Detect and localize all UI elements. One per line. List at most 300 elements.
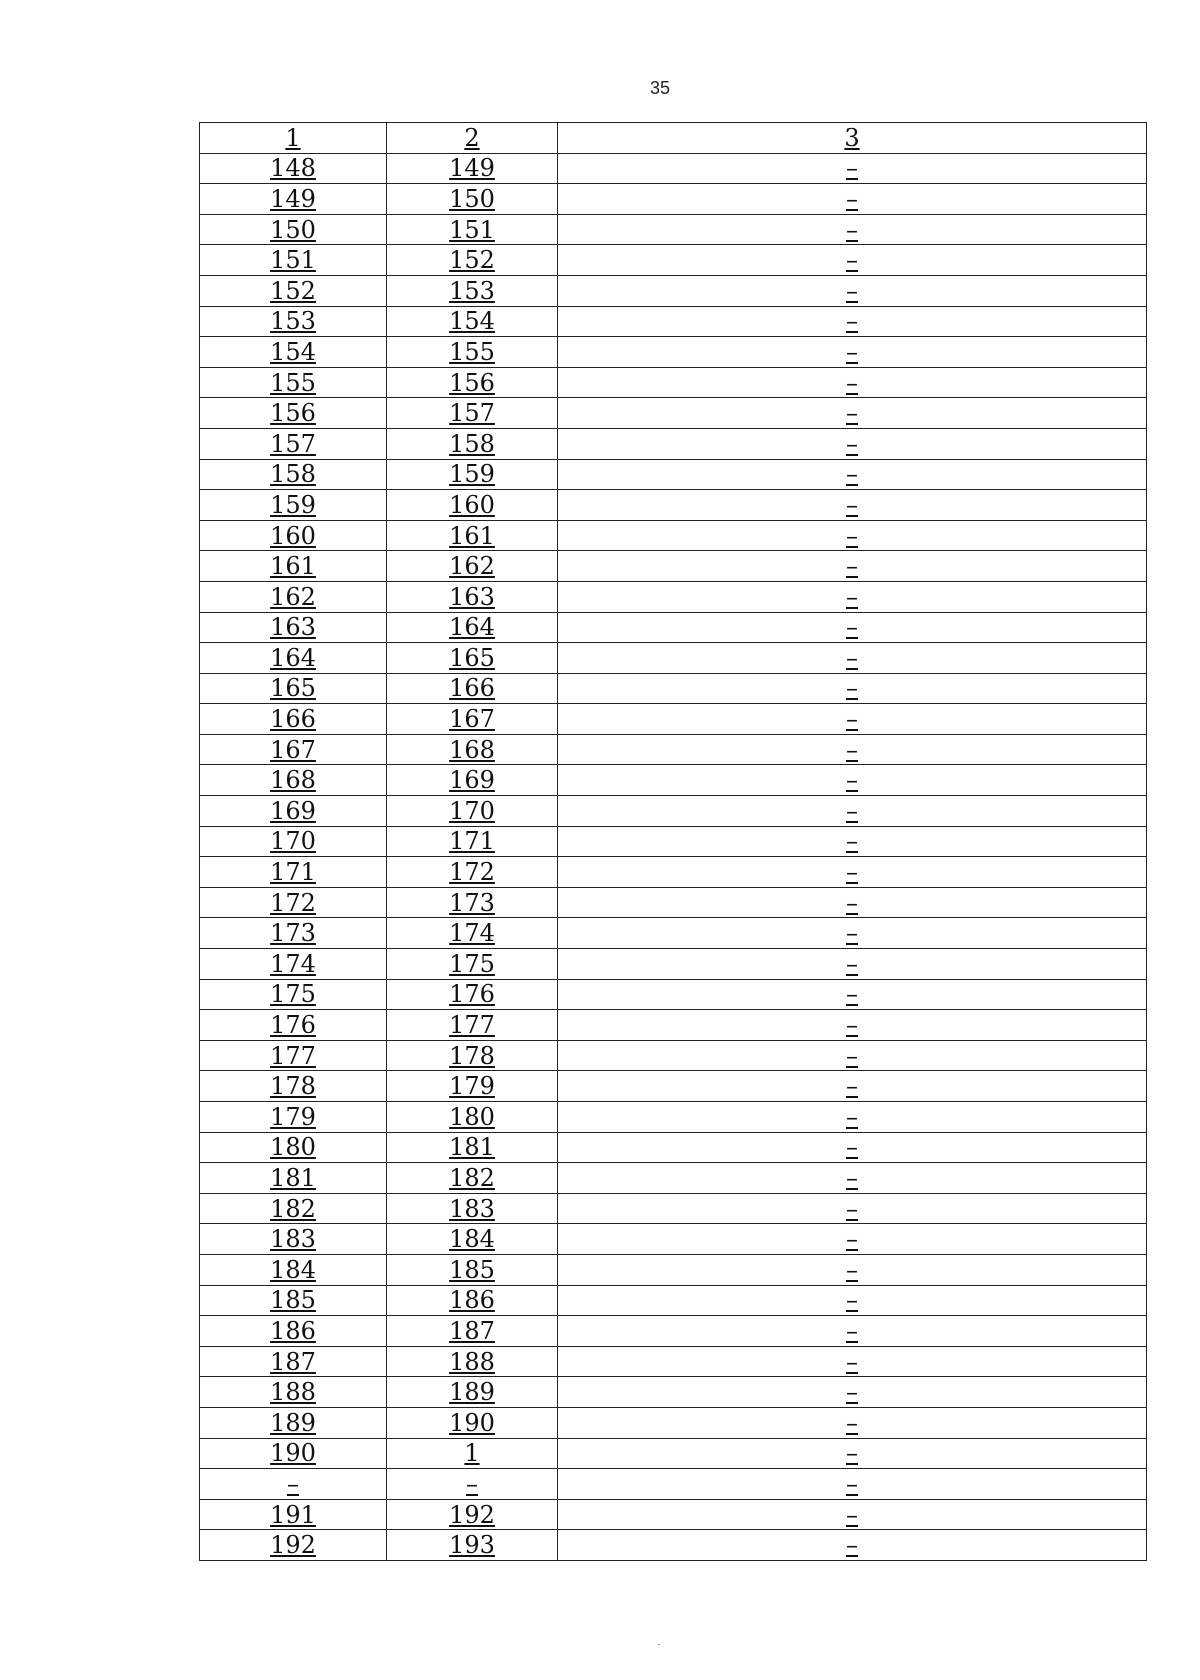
- cell-text: 170: [270, 827, 316, 856]
- cell-text: –: [846, 460, 858, 489]
- table-row: [200, 490, 1147, 521]
- cell-text: 172: [449, 858, 495, 887]
- cell-text: –: [846, 674, 858, 703]
- cell-text: 161: [270, 552, 316, 581]
- table-cell-col-1: [200, 1163, 387, 1194]
- cell-text: 153: [270, 307, 316, 336]
- table-body: [200, 123, 1147, 1561]
- table-cell-col-2: [387, 1346, 558, 1377]
- cell-text: 149: [270, 184, 316, 213]
- table-cell-col-1: [200, 1071, 387, 1102]
- table-row: [200, 1254, 1147, 1285]
- cell-text: 150: [449, 184, 495, 213]
- table-cell-col-3: [558, 673, 1147, 704]
- cell-text: 185: [449, 1255, 495, 1284]
- cell-text: 168: [270, 766, 316, 795]
- table-cell-col-3: [558, 1285, 1147, 1316]
- cell-text: 177: [270, 1041, 316, 1070]
- cell-text: 186: [449, 1286, 495, 1315]
- table-cell-col-2: [387, 184, 558, 215]
- cell-text: –: [846, 429, 858, 458]
- table-cell-col-1: [200, 551, 387, 582]
- table-cell-col-1: [200, 428, 387, 459]
- cell-text: 181: [449, 1133, 495, 1162]
- cell-text: –: [846, 246, 858, 275]
- table-cell-col-2: [387, 1530, 558, 1561]
- table-cell-col-3: [558, 1071, 1147, 1102]
- table-cell-col-2: [387, 214, 558, 245]
- table-cell-col-1: [200, 1499, 387, 1530]
- cell-text: 157: [449, 399, 495, 428]
- cell-text: –: [846, 399, 858, 428]
- table-row: [200, 1010, 1147, 1041]
- table-cell-col-1: [200, 704, 387, 735]
- table-cell-col-2: [387, 1071, 558, 1102]
- table-cell-col-3: [558, 949, 1147, 980]
- table-cell-col-2: [387, 704, 558, 735]
- table-cell-col-1: [200, 979, 387, 1010]
- table-cell-col-2: [387, 1469, 558, 1500]
- cell-text: 188: [270, 1378, 316, 1407]
- cell-text: 179: [270, 1102, 316, 1131]
- cell-text: 164: [449, 613, 495, 642]
- cell-text: 167: [449, 705, 495, 734]
- table-cell-col-1: [200, 887, 387, 918]
- cell-text: –: [846, 1133, 858, 1162]
- table-cell-col-2: [387, 459, 558, 490]
- table-cell-col-1: [200, 459, 387, 490]
- table-row: [200, 826, 1147, 857]
- table-cell-col-2: [387, 1377, 558, 1408]
- table-cell-col-2: [387, 1254, 558, 1285]
- cell-text: 156: [270, 399, 316, 428]
- cell-text: 158: [270, 460, 316, 489]
- table-row: [200, 1163, 1147, 1194]
- table-cell-col-2: [387, 581, 558, 612]
- cell-text: 189: [270, 1408, 316, 1437]
- table-cell-col-1: [200, 1316, 387, 1347]
- table-cell-col-1: [200, 643, 387, 674]
- table-row: [200, 612, 1147, 643]
- cell-text: –: [846, 582, 858, 611]
- table-cell-col-1: [200, 1010, 387, 1041]
- table-row: [200, 551, 1147, 582]
- cell-text: –: [846, 521, 858, 550]
- table-cell-col-3: [558, 245, 1147, 276]
- table-row: [200, 765, 1147, 796]
- table-cell-col-3: [558, 796, 1147, 827]
- header-cell-1: 1: [200, 123, 387, 154]
- cell-text: –: [846, 613, 858, 642]
- table-row: [200, 398, 1147, 429]
- table-row: [200, 214, 1147, 245]
- cell-text: –: [846, 1439, 858, 1468]
- table-cell-col-3: [558, 1132, 1147, 1163]
- table-cell-col-3: [558, 337, 1147, 368]
- table-row: [200, 1316, 1147, 1347]
- cell-text: 158: [449, 429, 495, 458]
- table-cell-col-3: [558, 520, 1147, 551]
- cell-text: 192: [270, 1531, 316, 1560]
- scan-speck: [658, 1644, 660, 1645]
- cell-text: 174: [449, 919, 495, 948]
- table-cell-col-3: [558, 184, 1147, 215]
- cell-text: –: [846, 1469, 858, 1498]
- cell-text: 176: [270, 1011, 316, 1040]
- table-cell-col-2: [387, 490, 558, 521]
- table-row: [200, 1040, 1147, 1071]
- table-cell-col-1: [200, 306, 387, 337]
- table-cell-col-2: [387, 306, 558, 337]
- cell-text: –: [846, 1255, 858, 1284]
- table-cell-col-2: [387, 1163, 558, 1194]
- cell-text: –: [846, 735, 858, 764]
- cell-text: 154: [270, 337, 316, 366]
- table-cell-col-1: [200, 612, 387, 643]
- cell-text: 189: [449, 1378, 495, 1407]
- table-cell-col-3: [558, 1163, 1147, 1194]
- table-row: [200, 704, 1147, 735]
- table-cell-col-2: [387, 826, 558, 857]
- table-cell-col-1: [200, 214, 387, 245]
- cell-text: 178: [449, 1041, 495, 1070]
- table-cell-col-1: [200, 1285, 387, 1316]
- cell-text: 175: [449, 949, 495, 978]
- table-cell-col-1: [200, 1102, 387, 1133]
- cell-text: 155: [449, 337, 495, 366]
- table-cell-col-3: [558, 826, 1147, 857]
- cell-text: 190: [270, 1439, 316, 1468]
- table-cell-col-3: [558, 551, 1147, 582]
- cell-text: –: [846, 827, 858, 856]
- cell-text: 171: [270, 858, 316, 887]
- table-cell-col-3: [558, 704, 1147, 735]
- cell-text: 187: [270, 1347, 316, 1376]
- table-cell-col-3: [558, 1346, 1147, 1377]
- table-cell-col-3: [558, 1254, 1147, 1285]
- table-cell-col-3: [558, 367, 1147, 398]
- table-row: [200, 1469, 1147, 1500]
- table-cell-col-1: [200, 1224, 387, 1255]
- table-row: [200, 306, 1147, 337]
- table-cell-col-1: [200, 337, 387, 368]
- table-row: [200, 1377, 1147, 1408]
- table-cell-col-3: [558, 1102, 1147, 1133]
- cell-text: 185: [270, 1286, 316, 1315]
- table-cell-col-2: [387, 612, 558, 643]
- table-cell-col-3: [558, 1040, 1147, 1071]
- table-cell-col-3: [558, 734, 1147, 765]
- cell-text: –: [846, 796, 858, 825]
- table-cell-col-1: [200, 490, 387, 521]
- cell-text: 162: [270, 582, 316, 611]
- table-cell-col-2: [387, 1132, 558, 1163]
- cell-text: 157: [270, 429, 316, 458]
- table-row: [200, 979, 1147, 1010]
- table-cell-col-1: [200, 367, 387, 398]
- table-row: [200, 918, 1147, 949]
- table-cell-col-3: [558, 887, 1147, 918]
- cell-text: –: [466, 1469, 478, 1498]
- table-row: [200, 245, 1147, 276]
- cell-text: –: [846, 1102, 858, 1131]
- table-cell-col-1: [200, 1377, 387, 1408]
- table-cell-col-3: [558, 490, 1147, 521]
- cell-text: 191: [270, 1500, 316, 1529]
- cell-text: 179: [449, 1072, 495, 1101]
- table-cell-col-3: [558, 765, 1147, 796]
- cell-text: 164: [270, 643, 316, 672]
- cell-text: –: [846, 184, 858, 213]
- cell-text: –: [846, 1225, 858, 1254]
- table-row: [200, 1499, 1147, 1530]
- cell-text: 156: [449, 368, 495, 397]
- cell-text: 173: [449, 888, 495, 917]
- table-row: [200, 1346, 1147, 1377]
- table-cell-col-3: [558, 214, 1147, 245]
- table-row: [200, 581, 1147, 612]
- table-cell-col-1: [200, 857, 387, 888]
- cell-text: 190: [449, 1408, 495, 1437]
- cell-text: 175: [270, 980, 316, 1009]
- cell-text: –: [846, 307, 858, 336]
- table-cell-col-1: [200, 673, 387, 704]
- cell-text: 152: [449, 246, 495, 275]
- table-cell-col-2: [387, 520, 558, 551]
- table-row: [200, 734, 1147, 765]
- table-cell-col-2: [387, 1102, 558, 1133]
- table-cell-col-1: [200, 1407, 387, 1438]
- cell-text: 154: [449, 307, 495, 336]
- cell-text: 186: [270, 1316, 316, 1345]
- page-number: 35: [649, 78, 671, 98]
- cell-text: 184: [270, 1255, 316, 1284]
- cell-text: 159: [270, 490, 316, 519]
- cell-text: 149: [449, 154, 495, 183]
- cell-text: –: [846, 980, 858, 1009]
- cell-text: 151: [270, 246, 316, 275]
- cell-text: –: [846, 276, 858, 305]
- table-cell-col-2: [387, 1438, 558, 1469]
- table-cell-col-1: [200, 765, 387, 796]
- cell-text: 163: [270, 613, 316, 642]
- table-row: [200, 153, 1147, 184]
- table-cell-col-3: [558, 1377, 1147, 1408]
- cell-text: –: [846, 154, 858, 183]
- table-row: [200, 1285, 1147, 1316]
- table-cell-col-2: [387, 337, 558, 368]
- table-cell-col-2: [387, 673, 558, 704]
- table-cell-col-1: [200, 1132, 387, 1163]
- table-row: [200, 643, 1147, 674]
- cell-text: –: [846, 919, 858, 948]
- table-cell-col-3: [558, 1407, 1147, 1438]
- cell-text: 169: [449, 766, 495, 795]
- cell-text: 193: [449, 1531, 495, 1560]
- table-cell-col-1: [200, 1193, 387, 1224]
- cell-text: 165: [449, 643, 495, 672]
- table-row: [200, 367, 1147, 398]
- table-cell-col-2: [387, 398, 558, 429]
- cell-text: –: [846, 1500, 858, 1529]
- table-cell-col-2: [387, 153, 558, 184]
- cell-text: 171: [449, 827, 495, 856]
- cell-text: 181: [270, 1163, 316, 1192]
- table-row: [200, 673, 1147, 704]
- table-cell-col-1: [200, 275, 387, 306]
- cell-text: –: [846, 368, 858, 397]
- cell-text: 182: [449, 1163, 495, 1192]
- table-cell-col-3: [558, 1438, 1147, 1469]
- table-cell-col-1: [200, 949, 387, 980]
- table-cell-col-3: [558, 979, 1147, 1010]
- cell-text: –: [846, 643, 858, 672]
- cell-text: 183: [449, 1194, 495, 1223]
- cell-text: 160: [449, 490, 495, 519]
- cell-text: 168: [449, 735, 495, 764]
- cell-text: 166: [270, 705, 316, 734]
- table-cell-col-1: [200, 1469, 387, 1500]
- cell-text: 183: [270, 1225, 316, 1254]
- table-cell-col-2: [387, 643, 558, 674]
- table-cell-col-3: [558, 581, 1147, 612]
- table-cell-col-2: [387, 796, 558, 827]
- cell-text: 187: [449, 1316, 495, 1345]
- table-cell-col-2: [387, 551, 558, 582]
- cell-text: –: [846, 858, 858, 887]
- cell-text: –: [846, 1316, 858, 1345]
- table-row: [200, 428, 1147, 459]
- table-row: [200, 1438, 1147, 1469]
- table-header-row: [200, 123, 1147, 154]
- cell-text: 148: [270, 154, 316, 183]
- table-cell-col-3: [558, 306, 1147, 337]
- table-cell-col-3: [558, 643, 1147, 674]
- cell-text: 165: [270, 674, 316, 703]
- table-cell-col-3: [558, 1224, 1147, 1255]
- table-cell-col-1: [200, 734, 387, 765]
- table-row: [200, 1530, 1147, 1561]
- cell-text: 182: [270, 1194, 316, 1223]
- table-cell-col-3: [558, 153, 1147, 184]
- header-cell-2: 2: [387, 123, 558, 154]
- table-cell-col-2: [387, 1316, 558, 1347]
- table-cell-col-2: [387, 887, 558, 918]
- table-cell-col-2: [387, 1407, 558, 1438]
- cell-text: 150: [270, 215, 316, 244]
- cell-text: –: [846, 490, 858, 519]
- table-cell-col-2: [387, 1499, 558, 1530]
- table-cell-col-1: [200, 1530, 387, 1561]
- table-row: [200, 275, 1147, 306]
- cell-text: 151: [449, 215, 495, 244]
- table-cell-col-3: [558, 1469, 1147, 1500]
- cell-text: 180: [449, 1102, 495, 1131]
- table-cell-col-1: [200, 581, 387, 612]
- cell-text: 161: [449, 521, 495, 550]
- table-row: [200, 887, 1147, 918]
- cell-text: –: [846, 1011, 858, 1040]
- cell-text: 160: [270, 521, 316, 550]
- table-cell-col-2: [387, 1285, 558, 1316]
- table-cell-col-1: [200, 1438, 387, 1469]
- table-cell-col-2: [387, 857, 558, 888]
- cell-text: 1: [464, 1439, 480, 1468]
- table-row: [200, 796, 1147, 827]
- table-cell-col-2: [387, 367, 558, 398]
- header-cell-3: 3: [558, 123, 1147, 154]
- table-cell-col-1: [200, 398, 387, 429]
- table-row: [200, 949, 1147, 980]
- table-cell-col-3: [558, 1316, 1147, 1347]
- cell-text: 153: [449, 276, 495, 305]
- table-row: [200, 459, 1147, 490]
- table-cell-col-2: [387, 428, 558, 459]
- cell-text: 180: [270, 1133, 316, 1162]
- table-cell-col-1: [200, 918, 387, 949]
- table-row: [200, 184, 1147, 215]
- cell-text: –: [846, 1531, 858, 1560]
- table-cell-col-1: [200, 1040, 387, 1071]
- cell-text: 176: [449, 980, 495, 1009]
- cell-text: –: [846, 1163, 858, 1192]
- table-cell-col-2: [387, 1193, 558, 1224]
- table-cell-col-3: [558, 612, 1147, 643]
- cell-text: 184: [449, 1225, 495, 1254]
- cell-text: –: [846, 888, 858, 917]
- table-cell-col-1: [200, 826, 387, 857]
- cell-text: 177: [449, 1011, 495, 1040]
- table-cell-col-2: [387, 918, 558, 949]
- table-cell-col-3: [558, 459, 1147, 490]
- table-cell-col-1: [200, 245, 387, 276]
- table-cell-col-1: [200, 153, 387, 184]
- table-row: [200, 1102, 1147, 1133]
- cell-text: 166: [449, 674, 495, 703]
- table-cell-col-2: [387, 1224, 558, 1255]
- table-cell-col-2: [387, 979, 558, 1010]
- cell-text: –: [846, 766, 858, 795]
- cell-text: –: [846, 1072, 858, 1101]
- table-cell-col-1: [200, 1254, 387, 1285]
- cell-text: 178: [270, 1072, 316, 1101]
- cell-text: –: [846, 337, 858, 366]
- cell-text: –: [846, 705, 858, 734]
- cell-text: 192: [449, 1500, 495, 1529]
- table-cell-col-3: [558, 1499, 1147, 1530]
- cell-text: 170: [449, 796, 495, 825]
- cell-text: –: [846, 1286, 858, 1315]
- table-row: [200, 520, 1147, 551]
- table-cell-col-3: [558, 1010, 1147, 1041]
- cell-text: –: [846, 215, 858, 244]
- table-cell-col-3: [558, 857, 1147, 888]
- cell-text: 159: [449, 460, 495, 489]
- table-cell-col-3: [558, 275, 1147, 306]
- cell-text: 155: [270, 368, 316, 397]
- table-row: [200, 857, 1147, 888]
- cell-text: –: [846, 1041, 858, 1070]
- cell-text: –: [846, 1347, 858, 1376]
- table-cell-col-1: [200, 184, 387, 215]
- table-cell-col-2: [387, 949, 558, 980]
- cell-text: 163: [449, 582, 495, 611]
- cell-text: 152: [270, 276, 316, 305]
- table-cell-col-1: [200, 520, 387, 551]
- table-cell-col-3: [558, 918, 1147, 949]
- table-row: [200, 1132, 1147, 1163]
- cell-text: –: [846, 552, 858, 581]
